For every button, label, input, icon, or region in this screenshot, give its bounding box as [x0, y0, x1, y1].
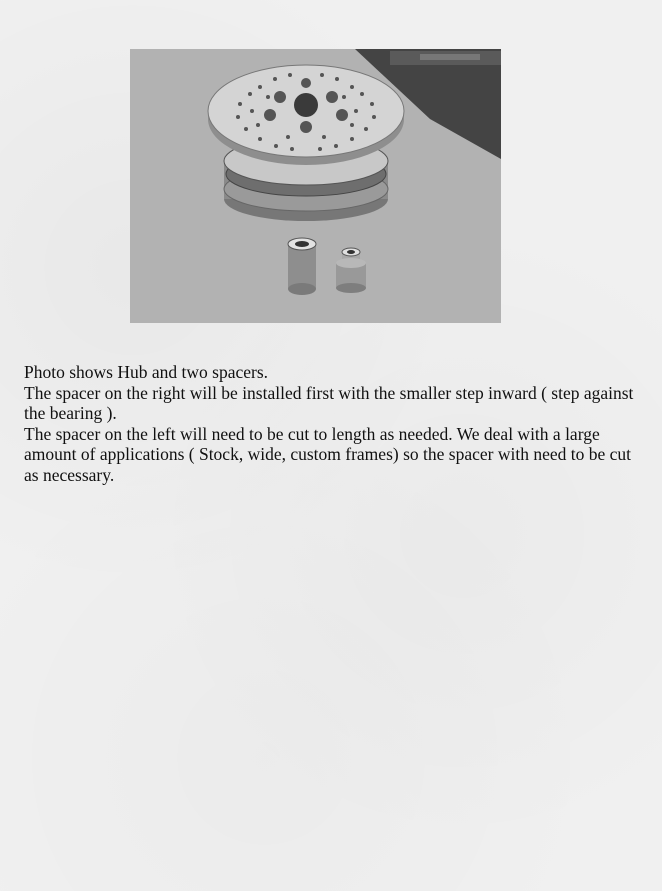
hub-and-spacers-photo	[130, 49, 501, 323]
right-spacer-paragraph: The spacer on the right will be installed first with the smaller step inward ( step against the bearing ).	[24, 382, 634, 424]
document-body	[24, 362, 634, 486]
left-spacer-paragraph: The spacer on the left will need to be cut to length as needed. We deal with a large amount of applications ( Stock, wide, custom frames) so the spacer with need to be cut as necessary.	[24, 423, 631, 485]
caption-line: Photo shows Hub and two spacers.	[24, 362, 269, 382]
